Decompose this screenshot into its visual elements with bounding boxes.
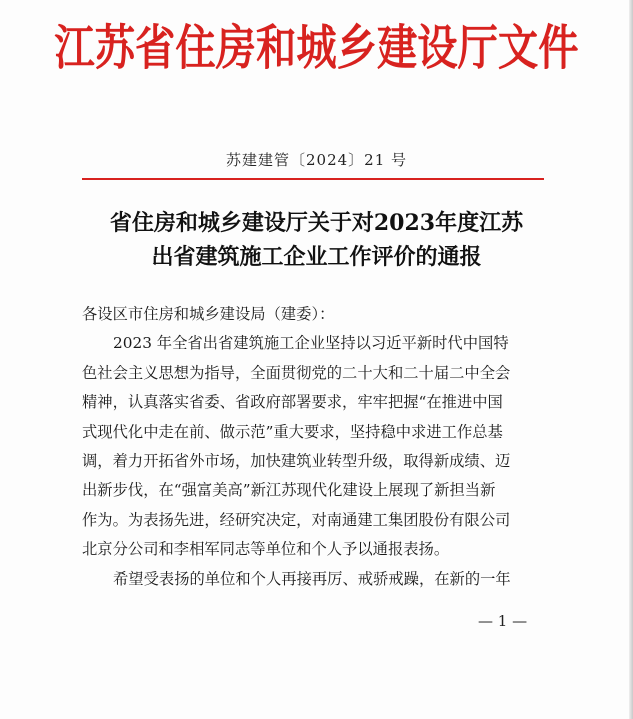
paragraph-2 [82, 565, 557, 594]
notice-title-line-1: 省住房和城乡建设厅关于对2023年度江苏 [109, 210, 524, 236]
red-divider-line [82, 178, 544, 180]
paragraph-line: 希望受表扬的单位和个人再接再厉、戒骄戒躁，在新的一年 [113, 569, 511, 588]
paragraph-line: 2023 年全省出省建筑施工企业坚持以习近平新时代中国特 [113, 334, 509, 353]
paragraph-line: 作为。为表扬先进，经研究决定，对南通建工集团股份有限公司 [82, 510, 511, 529]
issuer-header-title: 江苏省住房和城乡建设厅文件 [54, 20, 579, 76]
paragraph-line: 调，着力开拓省外市场，加快建筑业转型升级，取得新成绩、迈 [82, 451, 511, 470]
paragraph-line: 北京分公司和李相军同志等单位和个人予以通报表扬。 [82, 540, 450, 559]
notice-title [0, 206, 633, 274]
paragraph-1 [82, 329, 557, 564]
page-number: — 1 — [478, 612, 528, 630]
paragraph-line: 精神，认真落实省委、省政府部署要求，牢牢把握“在推进中国 [82, 393, 503, 412]
paragraph-line: 色社会主义思想为指导，全面贯彻党的二十大和二十届二中全会 [82, 363, 511, 382]
document-number: 苏建建管〔2024〕21 号 [225, 151, 408, 169]
scan-edge-shadow [629, 0, 633, 719]
paragraph-line: 出新步伐，在“强富美高”新江苏现代化建设上展现了新担当新 [82, 481, 496, 500]
addressee: 各设区市住房和城乡建设局（建委）： [82, 305, 335, 323]
body-text [82, 300, 557, 594]
paragraph-line: 式现代化中走在前、做示范”重大要求，坚持稳中求进工作总基 [82, 422, 503, 441]
notice-title-line-2: 出省建筑施工企业工作评价的通报 [151, 244, 482, 270]
